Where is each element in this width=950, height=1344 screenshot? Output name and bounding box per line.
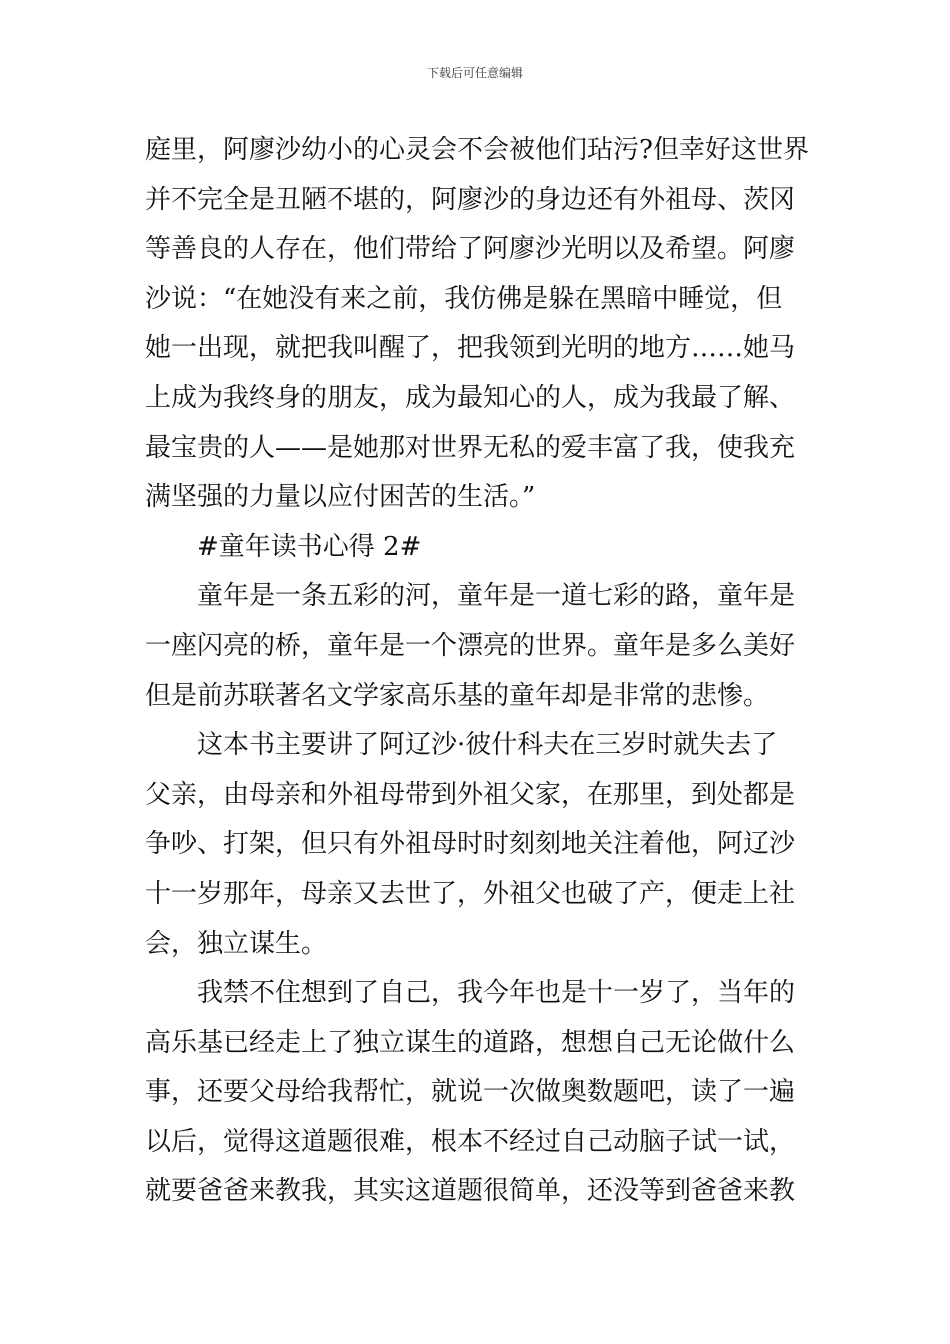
text-line: 童年是一条五彩的河，童年是一道七彩的路，童年是 [197, 581, 796, 612]
section-heading: #童年读书心得 2# [197, 531, 422, 562]
text-line: 一座闪亮的桥，童年是一个漂亮的世界。童年是多么美好 [145, 630, 796, 661]
body-text [145, 126, 810, 1217]
text-line: 但是前苏联著名文学家高乐基的童年却是非常的悲惨。 [145, 680, 770, 711]
text-line: 就要爸爸来教我，其实这道题很简单，还没等到爸爸来教 [145, 1176, 796, 1207]
text-line: 高乐基已经走上了独立谋生的道路，想想自己无论做什么 [145, 1027, 796, 1058]
text-line: 十一岁那年，母亲又去世了，外祖父也破了产，便走上社 [145, 878, 796, 909]
text-line: 我禁不住想到了自己，我今年也是十一岁了，当年的 [197, 978, 796, 1009]
text-line: 以后，觉得这道题很难，根本不经过自己动脑子试一试， [145, 1126, 796, 1157]
text-line: 争吵、打架，但只有外祖母时时刻刻地关注着他，阿辽沙 [145, 829, 796, 860]
text-line: 事，还要父母给我帮忙，就说一次做奥数题吧，读了一遍 [145, 1077, 796, 1108]
text-line: 并不完全是丑陋不堪的，阿廖沙的身边还有外祖母、茨冈 [145, 184, 796, 215]
header-note: 下载后可任意编辑 [426, 66, 523, 80]
text-line: 最宝贵的人——是她那对世界无私的爱丰富了我，使我充 [145, 432, 796, 463]
text-line: 沙说：“在她没有来之前，我仿佛是躲在黑暗中睡觉，但 [145, 283, 783, 314]
text-line: 她一出现，就把我叫醒了，把我领到光明的地方……她马 [145, 333, 796, 364]
text-line: 父亲，由母亲和外祖母带到外祖父家，在那里，到处都是 [145, 779, 796, 810]
text-line: 等善良的人存在，他们带给了阿廖沙光明以及希望。阿廖 [145, 234, 796, 265]
text-line: 上成为我终身的朋友，成为最知心的人，成为我最了解、 [145, 382, 796, 413]
text-line: 庭里，阿廖沙幼小的心灵会不会被他们玷污?但幸好这世界 [145, 135, 809, 165]
text-line: 这本书主要讲了阿辽沙·彼什科夫在三岁时就失去了 [197, 730, 778, 761]
text-line: 满坚强的力量以应付困苦的生活。” [145, 482, 536, 513]
text-line: 会，独立谋生。 [145, 928, 328, 959]
